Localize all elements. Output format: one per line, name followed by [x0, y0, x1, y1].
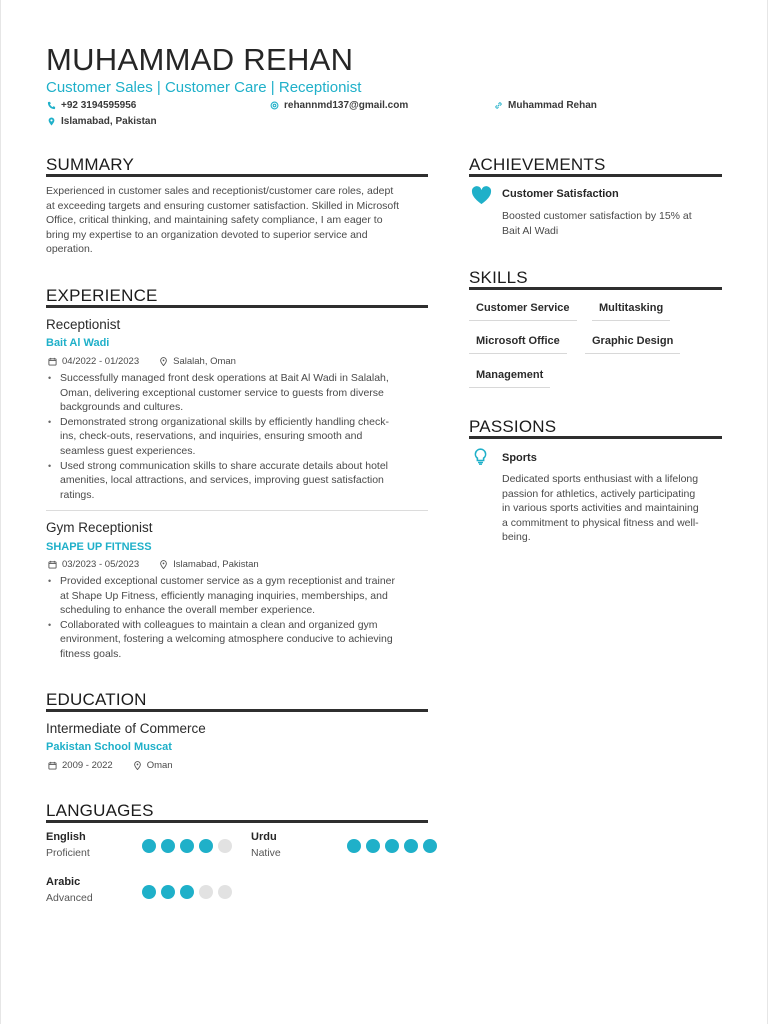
- job-bullets-2: [46, 574, 436, 662]
- language-level-arabic: Advanced: [46, 892, 93, 904]
- contact-location: [47, 116, 157, 127]
- job-meta-1: 04/2022 - 01/2023 Salalah, Oman: [48, 356, 236, 367]
- resume-title: Customer Sales | Customer Care | Receptionist: [46, 79, 362, 96]
- achievement-title: Customer Satisfaction: [502, 188, 619, 200]
- job-meta-2: 03/2023 - 05/2023 Islamabad, Pakistan: [48, 559, 259, 570]
- rating-dot: [180, 839, 194, 853]
- rating-dot: [218, 839, 232, 853]
- phone-text[interactable]: +92 3194595956: [61, 100, 137, 111]
- skill-tag: Graphic Design: [585, 335, 680, 354]
- job-company-1: Bait Al Wadi: [46, 337, 110, 349]
- education-degree: Intermediate of Commerce: [46, 721, 206, 736]
- education-school: Pakistan School Muscat: [46, 741, 172, 753]
- language-rating-english: [142, 839, 232, 853]
- passion-text: Dedicated sports enthusiast with a lifelong passion for athletics, actively participating in various sports activities and maintaining a commitment to physical fitness and well- being.: [502, 473, 699, 544]
- experience-heading: EXPERIENCE: [46, 286, 158, 305]
- list-item: • Collaborated with colleagues to maintain a clean and organized gym environment, fostering a welcoming atmosphere conducive to achieving fitness goals.: [46, 618, 436, 662]
- skill-tag: Management: [469, 369, 550, 388]
- location-pin-icon: [133, 761, 142, 770]
- list-item: • Provided exceptional customer service as a gym receptionist and trainer at Shape Up Fitness, efficiently managing inquiries, memberships, and scheduling to enhance the overall member experience.: [46, 574, 436, 618]
- language-rating-urdu: [347, 839, 437, 853]
- experience-rule: [46, 305, 428, 308]
- language-name-arabic: Arabic: [46, 876, 81, 888]
- education-meta: 2009 - 2022 Oman: [48, 760, 173, 771]
- rating-dot: [180, 885, 194, 899]
- achievements-rule: [469, 174, 722, 177]
- rating-dot: [142, 885, 156, 899]
- rating-dot: [423, 839, 437, 853]
- summary-rule: [46, 174, 428, 177]
- heart-icon: [471, 186, 492, 205]
- rating-dot: [404, 839, 418, 853]
- job-title-2: Gym Receptionist: [46, 520, 153, 535]
- rating-dot: [161, 885, 175, 899]
- languages-rule: [46, 820, 428, 823]
- summary-text: Experienced in customer sales and receptionist/customer care roles, adept at exceeding targets and ensuring customer satisfaction. Skilled in Microsoft Office, critical thinking, and maintaining safety compliance, I am eager to bring my expertise to an organization devoted to superior service and operation.: [46, 185, 400, 256]
- calendar-icon: [48, 761, 57, 770]
- lightbulb-icon: [474, 448, 487, 465]
- education-heading: EDUCATION: [46, 690, 147, 709]
- contact-link: [494, 100, 597, 111]
- resume-name: MUHAMMAD REHAN: [46, 42, 354, 77]
- summary-heading: SUMMARY: [46, 155, 134, 174]
- location-text: Islamabad, Pakistan: [61, 116, 157, 127]
- rating-dot: [142, 839, 156, 853]
- rating-dot: [199, 839, 213, 853]
- skill-tag: Customer Service: [469, 302, 577, 321]
- list-item: • Successfully managed front desk operations at Bait Al Wadi in Salalah, Oman, delivering exceptional customer service to guests from diverse backgrounds and cultures.: [46, 371, 436, 415]
- link-text[interactable]: Muhammad Rehan: [508, 100, 597, 111]
- rating-dot: [161, 839, 175, 853]
- language-name-urdu: Urdu: [251, 831, 277, 843]
- language-level-english: Proficient: [46, 847, 90, 859]
- location-pin-icon: [47, 117, 56, 126]
- calendar-icon: [48, 357, 57, 366]
- language-name-english: English: [46, 831, 86, 843]
- rating-dot: [199, 885, 213, 899]
- skills-rule: [469, 287, 722, 290]
- rating-dot: [347, 839, 361, 853]
- job-company-2: SHAPE UP FITNESS: [46, 541, 152, 553]
- education-rule: [46, 709, 428, 712]
- location-pin-icon: [159, 357, 168, 366]
- email-text[interactable]: rehannmd137@gmail.com: [284, 100, 409, 111]
- skill-tag: Microsoft Office: [469, 335, 567, 354]
- language-rating-arabic: [142, 885, 232, 899]
- rating-dot: [366, 839, 380, 853]
- passions-heading: PASSIONS: [469, 417, 557, 436]
- job-divider: [46, 510, 428, 511]
- achievement-text: Boosted customer satisfaction by 15% at Bait Al Wadi: [502, 210, 692, 237]
- page-edge-left: [0, 0, 1, 1024]
- phone-icon: [47, 101, 56, 110]
- job-title-1: Receptionist: [46, 317, 121, 332]
- skills-heading: SKILLS: [469, 268, 528, 287]
- language-level-urdu: Native: [251, 847, 281, 859]
- location-pin-icon: [159, 560, 168, 569]
- passions-rule: [469, 436, 722, 439]
- passion-title: Sports: [502, 452, 537, 464]
- rating-dot: [218, 885, 232, 899]
- rating-dot: [385, 839, 399, 853]
- list-item: • Used strong communication skills to share accurate details about hotel amenities, local attractions, and services, improving guest satisfaction ratings.: [46, 459, 436, 503]
- languages-heading: LANGUAGES: [46, 801, 154, 820]
- skill-tag: Multitasking: [592, 302, 670, 321]
- job-bullets-1: [46, 371, 436, 502]
- calendar-icon: [48, 560, 57, 569]
- at-icon: [270, 101, 279, 110]
- list-item: • Demonstrated strong organizational skills by efficiently handling check- ins, check-outs, reservations, and inquiries, ensuring smooth and seamless guest experiences.: [46, 415, 436, 459]
- link-icon: [494, 101, 503, 110]
- achievements-heading: ACHIEVEMENTS: [469, 155, 606, 174]
- contact-email: [270, 100, 408, 111]
- contact-phone: [47, 100, 136, 111]
